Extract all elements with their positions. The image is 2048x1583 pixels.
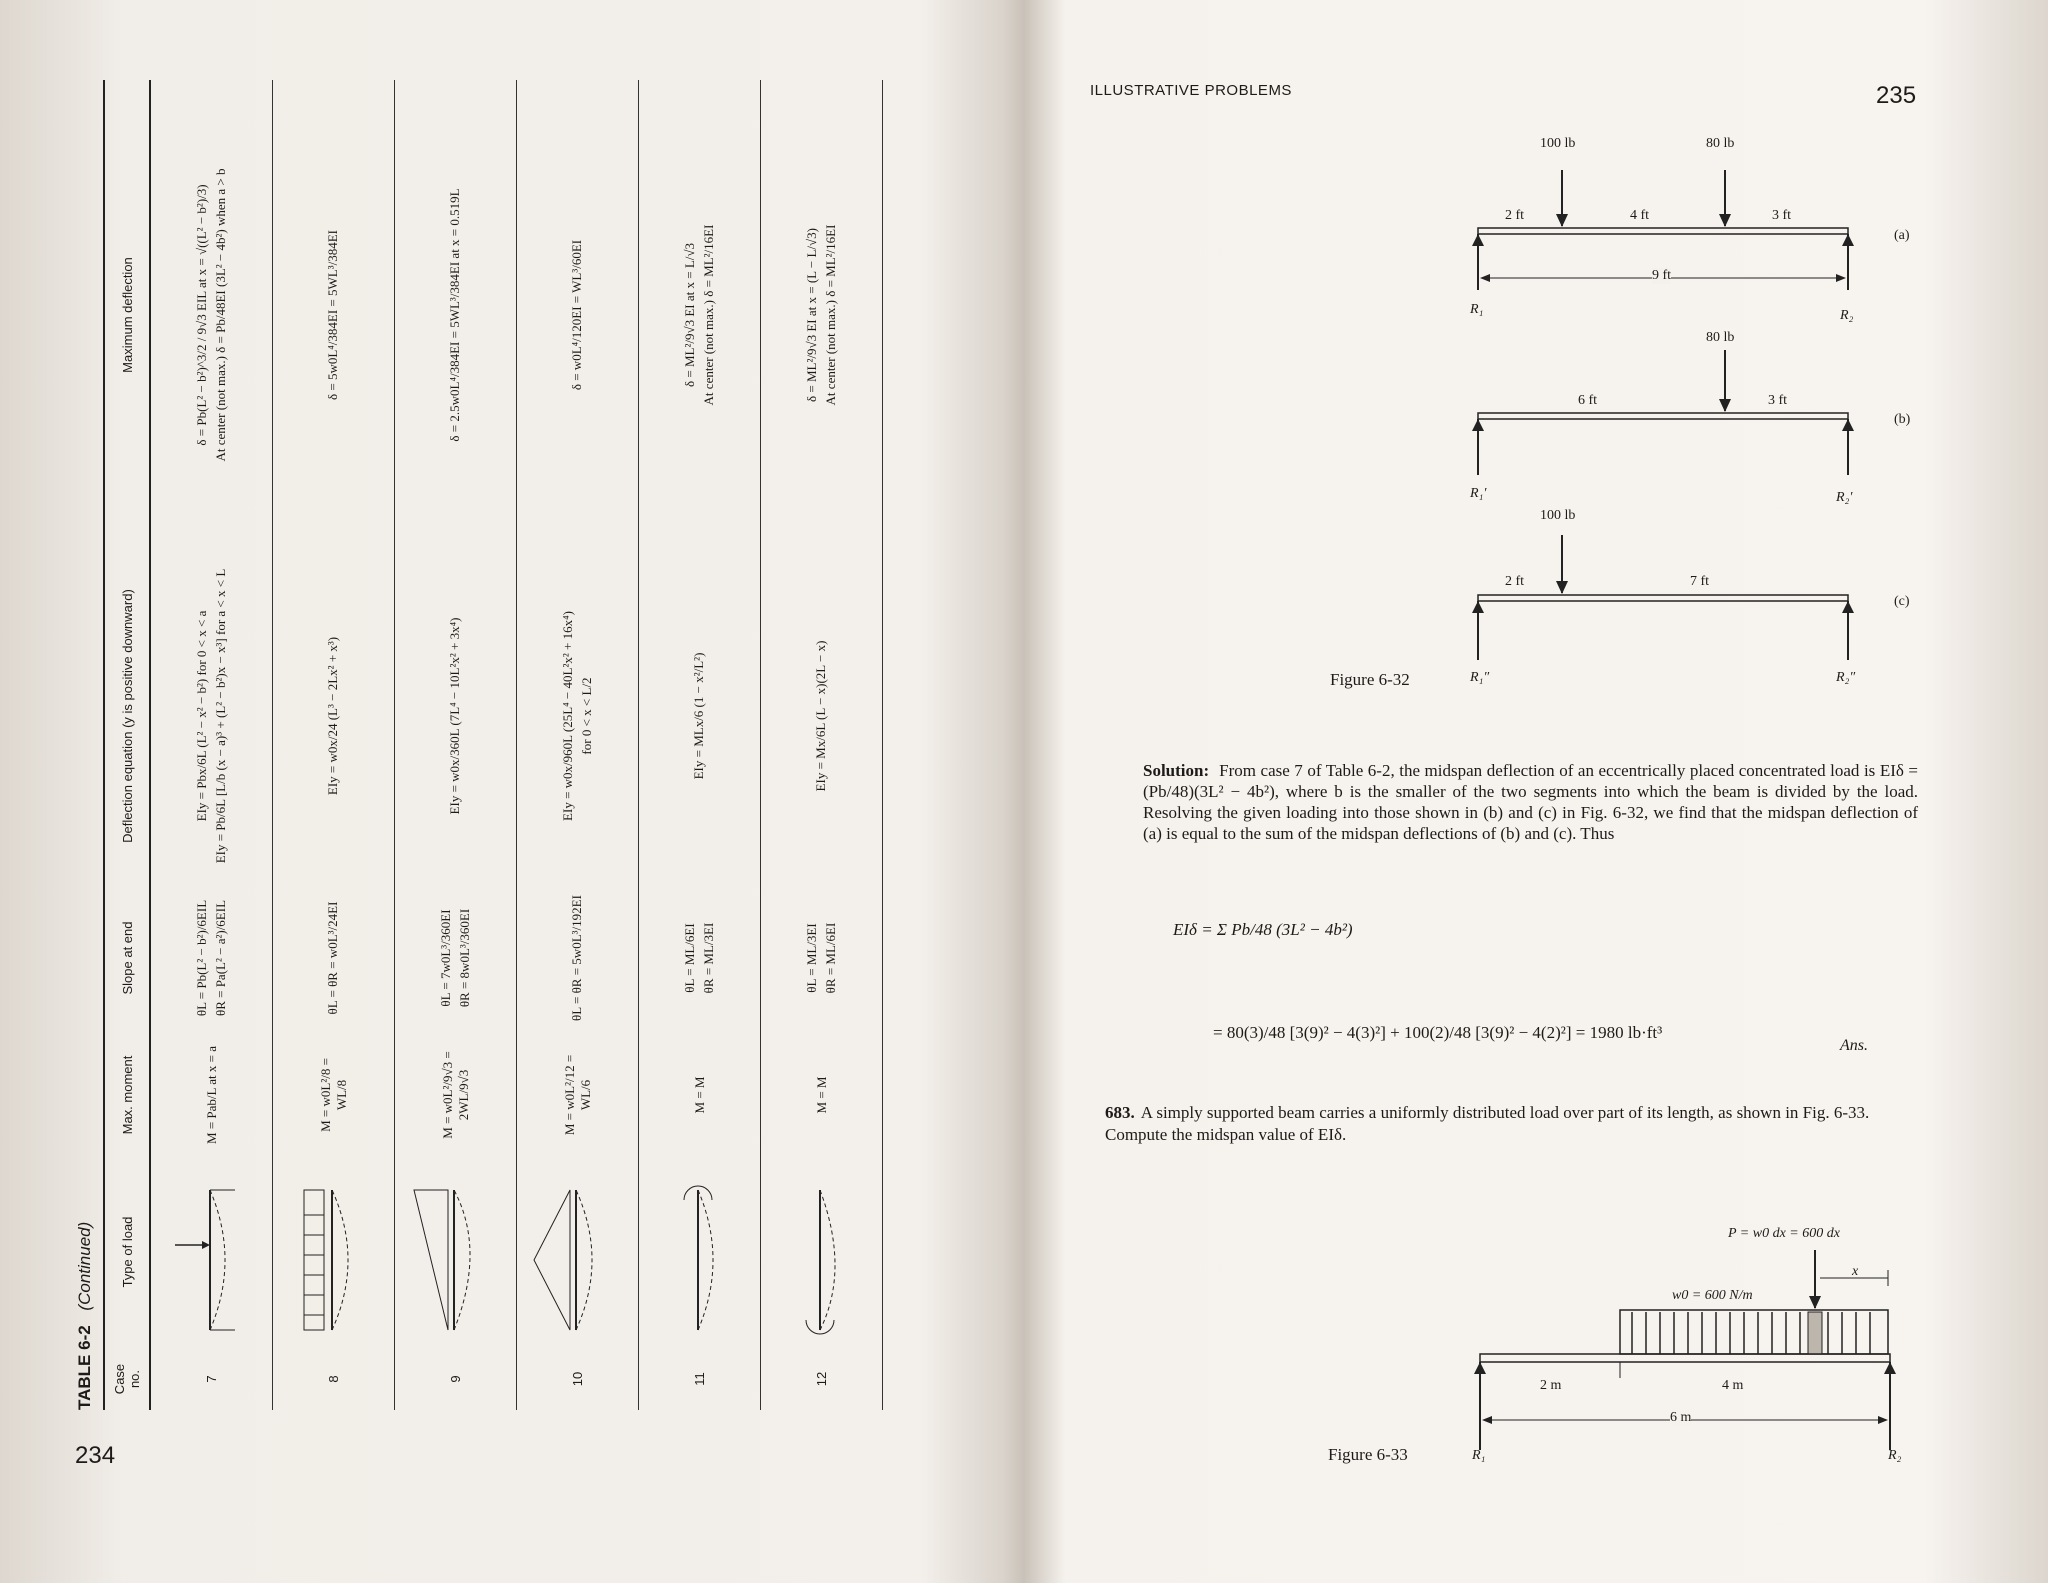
running-head: ILLUSTRATIVE PROBLEMS <box>1090 82 1292 99</box>
load-diagram <box>395 1156 517 1348</box>
load-diagram <box>639 1156 761 1348</box>
figure-6-33-diagram <box>1470 1220 1910 1480</box>
fig-633-p-label: P = w0 dx = 600 dx <box>1728 1226 1840 1241</box>
fig-c-dim-1: 2 ft <box>1505 574 1525 589</box>
max-deflection <box>395 80 517 550</box>
fig-b-dim-1: 6 ft <box>1578 393 1598 408</box>
beam-point-load-diagram <box>160 1180 260 1340</box>
slope-right: θR = Pa(L² − a²)/6EIL <box>212 899 228 1017</box>
case-number: 9 <box>395 1348 517 1410</box>
fig-a-tag: (a) <box>1894 228 1910 243</box>
fig-b-r2: R₂′ <box>1836 490 1853 505</box>
deflection-part-2: At center (not max.) δ = ML²/16EI <box>822 224 838 406</box>
fig-a-r1: R₁ <box>1470 302 1484 317</box>
beam-end-moment-left-diagram <box>770 1180 870 1340</box>
fig-633-r1: R₁ <box>1472 1448 1486 1463</box>
fig-633-r2: R₂ <box>1888 1448 1902 1463</box>
equation-part-2: for 0 < x < L/2 <box>578 677 594 755</box>
fig-a-load-2: 80 lb <box>1706 136 1735 151</box>
solution-label: Solution: <box>1143 761 1210 780</box>
equation-2: = 80(3)/48 [3(9)² − 4(3)²] + 100(2)/48 [3(9)² − 4(2)²] = 1980 lb·ft³ <box>1213 1023 1663 1042</box>
beam-triangular-load-diagram <box>404 1180 504 1340</box>
slope-left: θL = θR = 5w0L³/192EI <box>569 895 585 1021</box>
equation-part-1: EIy = Pbx/6L (L² − x² − b²) for 0 < x < a <box>194 610 210 822</box>
max-deflection <box>150 80 273 550</box>
equation-part-1: EIy = w0x/360L (7L⁴ − 10L²x² + 3x⁴) <box>447 617 463 815</box>
deflection-equation <box>150 550 273 882</box>
fig-c-r2: R₂″ <box>1836 670 1856 685</box>
load-diagram <box>273 1156 395 1348</box>
slope-at-end <box>639 882 761 1034</box>
case-number: 12 <box>761 1348 883 1410</box>
max-deflection <box>761 80 883 550</box>
figure-6-32-diagram <box>1460 130 1920 710</box>
fig-a-dim-1: 2 ft <box>1505 208 1525 223</box>
slope-left: θL = Pb(L² − b²)/6EIL <box>194 899 210 1017</box>
fig-c-r1: R₁″ <box>1470 670 1490 685</box>
table-label: TABLE 6-2 <box>75 1325 94 1410</box>
table-row <box>761 80 883 1410</box>
table-header-row <box>104 80 150 1410</box>
header-moment: Max. moment <box>104 1034 150 1156</box>
slope-right: θR = ML/6EI <box>822 922 838 994</box>
deflection-part-2: At center (not max.) δ = Pb/48EI (3L² − 4b²) when a > b <box>212 168 228 462</box>
slope-at-end <box>517 882 639 1034</box>
equation-part-1: EIy = Mx/6L (L − x)(2L − x) <box>813 640 829 792</box>
deflection-equation <box>273 550 395 882</box>
table-row <box>395 80 517 1410</box>
max-deflection <box>273 80 395 550</box>
fig-c-load: 100 lb <box>1540 508 1576 523</box>
beam-uniform-load-diagram <box>282 1180 382 1340</box>
deflection-equation <box>761 550 883 882</box>
deflection-part-1: δ = w0L⁴/120EI = WL³/60EI <box>569 239 585 391</box>
table-title <box>75 1222 95 1410</box>
fig-a-dim-3: 3 ft <box>1772 208 1792 223</box>
fig-633-x-label: x <box>1852 1264 1859 1279</box>
fig-633-w-label: w0 = 600 N/m <box>1672 1288 1753 1303</box>
max-moment: M = Pab/L at x = a <box>150 1034 273 1156</box>
fig-a-r2: R₂ <box>1840 308 1854 323</box>
fig-b-dim-2: 3 ft <box>1768 393 1788 408</box>
figure-6-33-caption: Figure 6-33 <box>1328 1445 1408 1464</box>
table-row <box>150 80 273 1410</box>
fig-b-load: 80 lb <box>1706 330 1735 345</box>
right-page-number: 235 <box>1876 82 1917 109</box>
slope-right: θR = 8w0L³/360EI <box>456 908 472 1008</box>
case-number: 7 <box>150 1348 273 1410</box>
slope-at-end <box>395 882 517 1034</box>
case-number: 8 <box>273 1348 395 1410</box>
case-number: 11 <box>639 1348 761 1410</box>
beam-end-moment-right-diagram <box>648 1180 748 1340</box>
slope-at-end <box>150 882 273 1034</box>
slope-left: θL = θR = w0L³/24EI <box>325 901 341 1015</box>
case-number: 10 <box>517 1348 639 1410</box>
header-equation: Deflection equation (y is positive downward) <box>104 550 150 882</box>
fig-633-dim-2: 4 m <box>1722 1378 1744 1393</box>
fig-a-span: 9 ft <box>1652 268 1672 283</box>
fig-c-dim-2: 7 ft <box>1690 574 1710 589</box>
deflection-equation <box>395 550 517 882</box>
slope-left: θL = 7w0L³/360EI <box>438 909 454 1007</box>
deflection-part-1: δ = ML²/9√3 EI at x = (L − L/√3) <box>804 228 820 402</box>
table-row <box>273 80 395 1410</box>
deflection-part-2: At center (not max.) δ = ML²/16EI <box>700 224 716 406</box>
problem-683 <box>1105 1102 1920 1146</box>
max-moment: M = w0L²/12 = WL/6 <box>517 1034 639 1156</box>
deflection-table <box>103 80 883 1410</box>
slope-right: θR = ML/3EI <box>700 922 716 994</box>
max-deflection <box>517 80 639 550</box>
header-deflection: Maximum deflection <box>104 80 150 550</box>
fig-b-tag: (b) <box>1894 412 1911 427</box>
load-diagram <box>761 1156 883 1348</box>
max-moment: M = M <box>639 1034 761 1156</box>
equation-part-1: EIy = MLx/6 (1 − x²/L²) <box>691 652 707 780</box>
header-slope: Slope at end <box>104 882 150 1034</box>
table-6-2 <box>75 80 945 1410</box>
answer-label: Ans. <box>1840 1037 1868 1054</box>
left-page-number: 234 <box>75 1442 116 1469</box>
table-row <box>517 80 639 1410</box>
max-deflection <box>639 80 761 550</box>
fig-c-tag: (c) <box>1894 594 1910 609</box>
equation-part-1: EIy = w0x/24 (L³ − 2Lx² + x³) <box>325 636 341 796</box>
deflection-equation <box>517 550 639 882</box>
deflection-part-1: δ = ML²/9√3 EI at x = L/√3 <box>682 242 698 388</box>
load-diagram <box>150 1156 273 1348</box>
load-diagram <box>517 1156 639 1348</box>
max-moment: M = w0L²/8 = WL/8 <box>273 1034 395 1156</box>
max-moment: M = M <box>761 1034 883 1156</box>
equation-part-1: EIy = w0x/960L (25L⁴ − 40L²x² + 16x⁴) <box>560 611 576 821</box>
fig-633-span: 6 m <box>1670 1410 1692 1425</box>
header-load: Type of load <box>104 1156 150 1348</box>
fig-b-r1: R₁′ <box>1470 486 1487 501</box>
table-continued: (Continued) <box>75 1221 94 1311</box>
deflection-part-1: δ = 5w0L⁴/384EI = 5WL³/384EI <box>325 229 341 401</box>
fig-a-load-1: 100 lb <box>1540 136 1576 151</box>
equation-part-2: EIy = Pb/6L [L/b (x − a)³ + (L² − b²)x − x³] for a < x < L <box>212 568 228 864</box>
beam-symmetric-triangular-load-diagram <box>526 1180 626 1340</box>
solution-text: From case 7 of Table 6-2, the midspan deflection of an eccentrically placed concentrated load is EIδ = (Pb/48)(3L² − 4b²), where b is the smaller of the two segments into which the beam is divided by the load. Resolving the given loading into those shown in (b) and (c) in Fig. 6-32, we find that the midspan deflection of (a) is equal to the sum of the midspan deflections of (b) and (c). Thus <box>1143 761 1918 843</box>
figure-6-32-caption: Figure 6-32 <box>1330 670 1410 689</box>
slope-left: θL = ML/6EI <box>682 923 698 993</box>
deflection-part-1: δ = Pb(L² − b²)^3/2 / 9√3 EIL at x = √((L² − b²)/3) <box>194 184 210 446</box>
solution-paragraph <box>1143 760 1918 844</box>
deflection-equation <box>639 550 761 882</box>
problem-number: 683. <box>1105 1103 1135 1122</box>
max-moment: M = w0L²/9√3 = 2WL/9√3 <box>395 1034 517 1156</box>
equation-1: EIδ = Σ Pb/48 (3L² − 4b²) <box>1173 920 1353 939</box>
fig-633-dim-1: 2 m <box>1540 1378 1562 1393</box>
table-row <box>639 80 761 1410</box>
slope-at-end <box>273 882 395 1034</box>
slope-at-end <box>761 882 883 1034</box>
problem-text: A simply supported beam carries a uniformly distributed load over part of its length, as shown in Fig. 6-33. Compute the midspan value of EIδ. <box>1105 1103 1870 1144</box>
deflection-part-1: δ = 2.5w0L⁴/384EI = 5WL³/384EI at x = 0.519L <box>447 188 463 442</box>
header-case: Case no. <box>104 1348 150 1410</box>
slope-left: θL = ML/3EI <box>804 923 820 993</box>
fig-a-dim-2: 4 ft <box>1630 208 1650 223</box>
